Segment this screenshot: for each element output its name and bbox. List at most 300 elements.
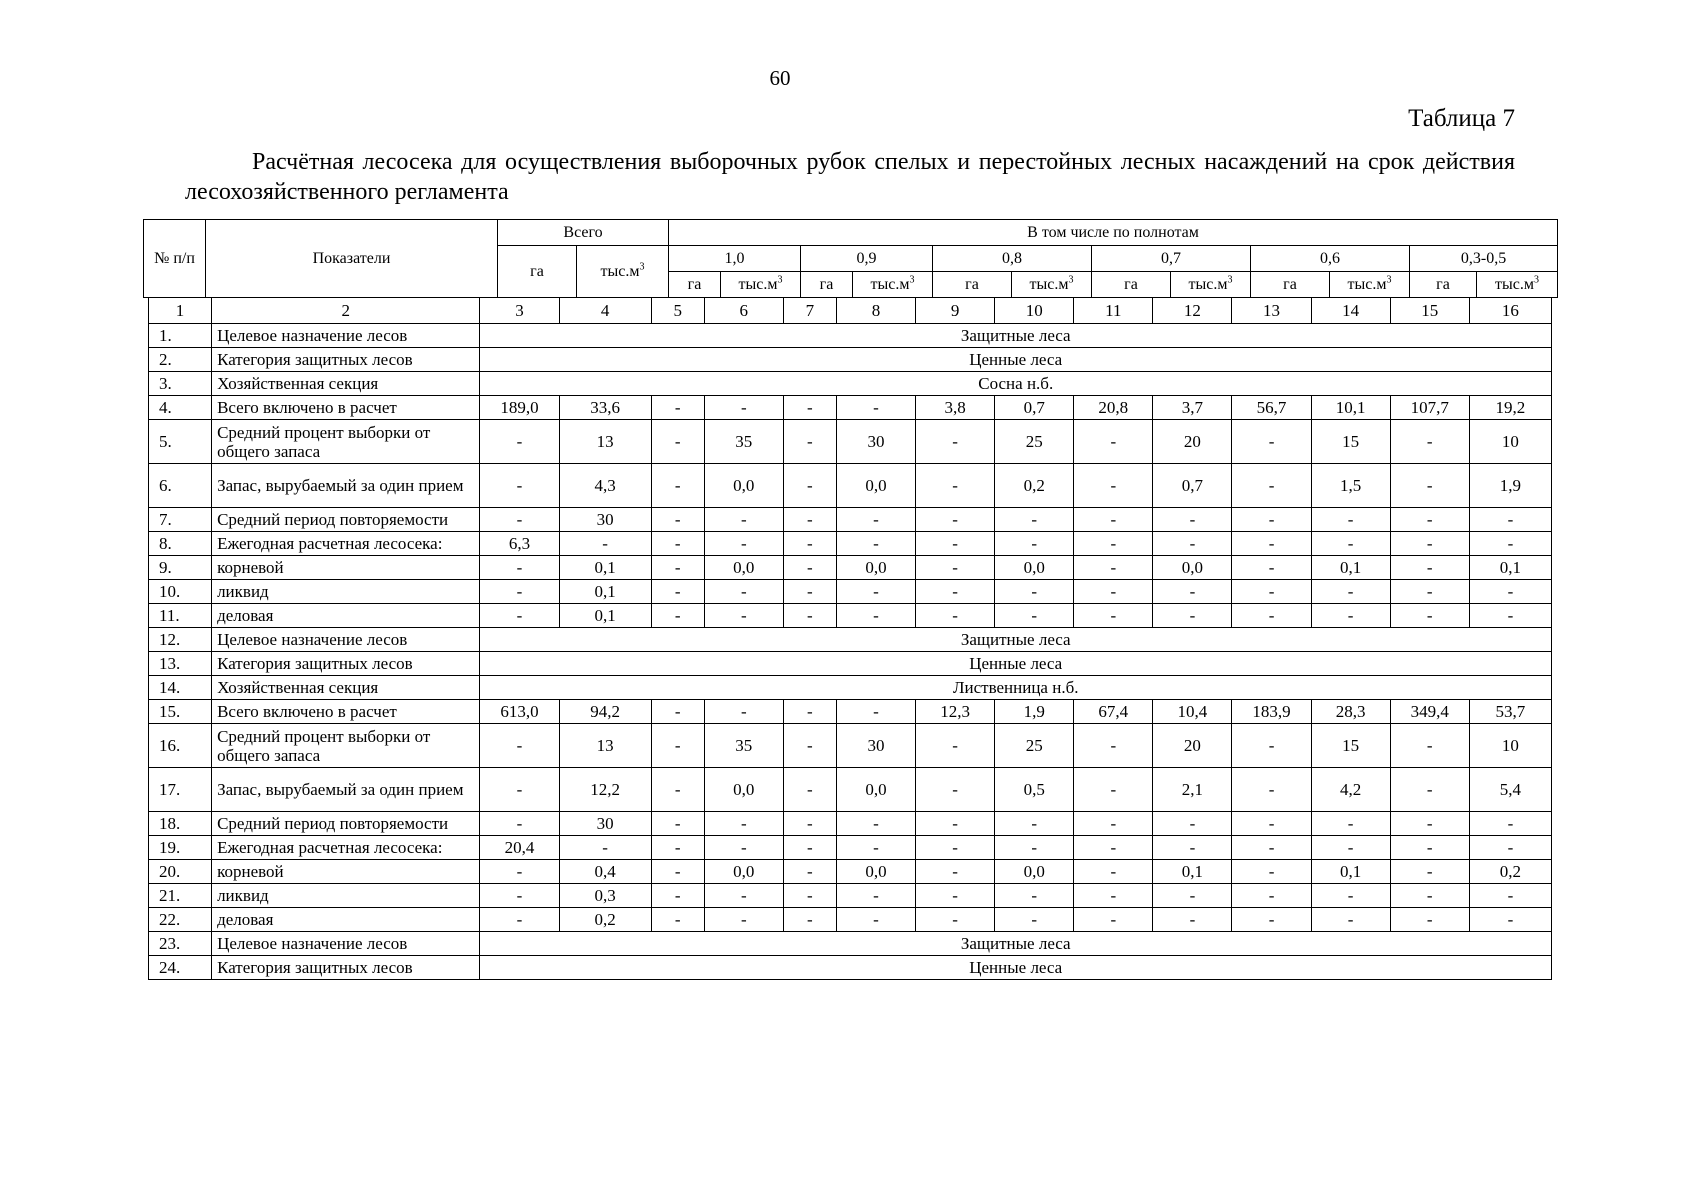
header-unit-ha: га	[1092, 272, 1171, 298]
row-cell: 30	[836, 724, 915, 768]
row-indicator: Средний период повторяемости	[212, 508, 480, 532]
header-density: 0,8	[933, 246, 1092, 272]
row-cell: -	[1390, 580, 1469, 604]
row-cell: -	[1232, 508, 1311, 532]
row-cell: -	[704, 580, 783, 604]
row-cell: 0,0	[704, 556, 783, 580]
row-span-value: Лиственница н.б.	[480, 676, 1552, 700]
header-unit-volume: $тыс.м^3$	[1012, 272, 1092, 298]
row-cell: 0,7	[995, 396, 1074, 420]
row-cell: -	[480, 580, 559, 604]
row-indicator: Средний период повторяемости	[212, 812, 480, 836]
row-cell: -	[916, 532, 995, 556]
header-unit-volume: $тыс.м^3$	[577, 246, 669, 298]
row-cell: 0,1	[1311, 860, 1390, 884]
header-indicators: Показатели	[206, 220, 498, 298]
row-cell: 10,1	[1311, 396, 1390, 420]
row-cell: 0,1	[1469, 556, 1551, 580]
row-cell: -	[783, 508, 836, 532]
row-cell: -	[1311, 884, 1390, 908]
row-cell: -	[1153, 908, 1232, 932]
row-cell: -	[1074, 532, 1153, 556]
row-cell: -	[1153, 836, 1232, 860]
table-row	[149, 396, 1552, 420]
row-cell: -	[1232, 768, 1311, 812]
header-total: Всего	[498, 220, 669, 246]
row-cell: 20,4	[480, 836, 559, 860]
row-cell: -	[783, 812, 836, 836]
row-cell: -	[995, 836, 1074, 860]
row-cell: -	[1311, 580, 1390, 604]
row-cell: -	[1469, 532, 1551, 556]
row-cell: -	[1390, 508, 1469, 532]
column-number: 1	[149, 298, 212, 324]
table-row	[149, 420, 1552, 464]
row-cell: -	[1074, 556, 1153, 580]
column-number-row	[149, 298, 1552, 324]
row-cell: 0,0	[704, 860, 783, 884]
data-table	[148, 297, 1552, 980]
row-cell: -	[1311, 908, 1390, 932]
row-cell: -	[995, 580, 1074, 604]
row-cell: -	[836, 604, 915, 628]
row-cell: 0,2	[1469, 860, 1551, 884]
row-cell: -	[1311, 812, 1390, 836]
row-cell: -	[1469, 508, 1551, 532]
column-number: 13	[1232, 298, 1311, 324]
row-cell: -	[783, 768, 836, 812]
row-cell: -	[995, 532, 1074, 556]
row-cell: 30	[559, 812, 651, 836]
row-indicator: Всего включено в расчет	[212, 396, 480, 420]
row-cell: 0,1	[559, 556, 651, 580]
row-cell: -	[1469, 580, 1551, 604]
row-cell: -	[1074, 812, 1153, 836]
row-cell: -	[651, 908, 704, 932]
row-cell: -	[651, 464, 704, 508]
table-row	[149, 464, 1552, 508]
row-cell: -	[480, 768, 559, 812]
row-span-value: Ценные леса	[480, 652, 1552, 676]
row-cell: -	[1074, 768, 1153, 812]
table-row	[149, 676, 1552, 700]
table-row	[149, 956, 1552, 980]
row-cell: -	[783, 532, 836, 556]
row-cell: -	[916, 580, 995, 604]
table-row	[149, 580, 1552, 604]
row-cell: -	[1469, 908, 1551, 932]
row-cell: -	[1390, 604, 1469, 628]
row-cell: -	[836, 580, 915, 604]
row-cell: -	[704, 508, 783, 532]
row-indicator: Целевое назначение лесов	[212, 932, 480, 956]
row-cell: 0,2	[995, 464, 1074, 508]
row-cell: 0,2	[559, 908, 651, 932]
row-cell: -	[704, 700, 783, 724]
row-cell: -	[1390, 884, 1469, 908]
row-cell: 0,4	[559, 860, 651, 884]
row-cell: -	[704, 532, 783, 556]
row-cell: -	[651, 768, 704, 812]
row-span-value: Сосна н.б.	[480, 372, 1552, 396]
row-cell: 25	[995, 420, 1074, 464]
header-unit-ha: га	[498, 246, 577, 298]
row-cell: 0,1	[559, 580, 651, 604]
row-cell: 10	[1469, 724, 1551, 768]
row-cell: 0,0	[836, 768, 915, 812]
row-cell: -	[783, 884, 836, 908]
row-indicator: деловая	[212, 604, 480, 628]
row-cell: -	[1153, 508, 1232, 532]
row-cell: -	[836, 836, 915, 860]
row-cell: -	[916, 812, 995, 836]
row-cell: -	[1232, 420, 1311, 464]
table-row	[149, 348, 1552, 372]
row-number: 14.	[149, 676, 212, 700]
table-row	[149, 532, 1552, 556]
row-number: 16.	[149, 724, 212, 768]
row-cell: -	[783, 420, 836, 464]
row-cell: 0,5	[995, 768, 1074, 812]
row-cell: -	[995, 812, 1074, 836]
row-cell: 0,0	[836, 860, 915, 884]
row-cell: -	[783, 860, 836, 884]
row-cell: -	[651, 556, 704, 580]
row-cell: -	[1153, 812, 1232, 836]
row-number: 8.	[149, 532, 212, 556]
row-cell: 10,4	[1153, 700, 1232, 724]
row-cell: -	[651, 860, 704, 884]
row-cell: 94,2	[559, 700, 651, 724]
row-indicator: корневой	[212, 860, 480, 884]
row-cell: -	[783, 700, 836, 724]
row-indicator: Хозяйственная секция	[212, 676, 480, 700]
row-cell: -	[704, 836, 783, 860]
row-cell: 1,5	[1311, 464, 1390, 508]
row-cell: -	[916, 860, 995, 884]
row-cell: 0,1	[1153, 860, 1232, 884]
row-cell: 30	[559, 508, 651, 532]
row-cell: -	[836, 812, 915, 836]
column-number: 15	[1390, 298, 1469, 324]
table-row	[149, 372, 1552, 396]
row-number: 15.	[149, 700, 212, 724]
row-cell: -	[651, 884, 704, 908]
header-unit-ha: га	[801, 272, 853, 298]
row-cell: 107,7	[1390, 396, 1469, 420]
row-cell: -	[480, 884, 559, 908]
row-cell: 3,8	[916, 396, 995, 420]
row-cell: 5,4	[1469, 768, 1551, 812]
row-cell: 0,7	[1153, 464, 1232, 508]
row-number: 11.	[149, 604, 212, 628]
table-row	[149, 508, 1552, 532]
row-cell: -	[651, 420, 704, 464]
row-cell: -	[651, 700, 704, 724]
row-cell: -	[704, 604, 783, 628]
row-cell: 12,2	[559, 768, 651, 812]
row-cell: -	[1232, 724, 1311, 768]
row-cell: 20	[1153, 420, 1232, 464]
row-cell: -	[1390, 420, 1469, 464]
row-cell: -	[995, 604, 1074, 628]
row-number: 19.	[149, 836, 212, 860]
row-cell: 20	[1153, 724, 1232, 768]
row-number: 5.	[149, 420, 212, 464]
row-cell: 67,4	[1074, 700, 1153, 724]
row-cell: 12,3	[916, 700, 995, 724]
row-cell: -	[916, 464, 995, 508]
row-cell: 35	[704, 420, 783, 464]
table-row	[149, 812, 1552, 836]
header-unit-ha: га	[669, 272, 721, 298]
row-cell: 0,0	[995, 860, 1074, 884]
header-density: 1,0	[669, 246, 801, 272]
row-number: 20.	[149, 860, 212, 884]
row-cell: -	[480, 556, 559, 580]
column-number: 8	[836, 298, 915, 324]
row-indicator: Категория защитных лесов	[212, 652, 480, 676]
row-cell: 189,0	[480, 396, 559, 420]
row-indicator: Категория защитных лесов	[212, 348, 480, 372]
row-cell: -	[916, 420, 995, 464]
row-cell: -	[916, 508, 995, 532]
row-cell: -	[651, 812, 704, 836]
row-cell: 0,0	[1153, 556, 1232, 580]
row-cell: -	[1074, 908, 1153, 932]
column-number: 2	[212, 298, 480, 324]
row-cell: 33,6	[559, 396, 651, 420]
row-cell: -	[783, 396, 836, 420]
row-cell: 28,3	[1311, 700, 1390, 724]
table-caption: Расчётная лесосека для осуществления выборочных рубок спелых и перестойных лесных насаждений на срок действия лесохозяйственного регламента	[185, 149, 1515, 205]
row-cell: 56,7	[1232, 396, 1311, 420]
row-cell: 13	[559, 724, 651, 768]
row-cell: 30	[836, 420, 915, 464]
page-number: 60	[769, 66, 791, 90]
header-unit-ha: га	[1410, 272, 1477, 298]
row-cell: -	[480, 860, 559, 884]
row-number: 23.	[149, 932, 212, 956]
row-cell: -	[783, 604, 836, 628]
row-number: 1.	[149, 324, 212, 348]
row-cell: -	[1153, 580, 1232, 604]
row-cell: -	[1311, 604, 1390, 628]
row-span-value: Защитные леса	[480, 324, 1552, 348]
row-cell: -	[995, 508, 1074, 532]
header-including: В том числе по полнотам	[669, 220, 1558, 246]
header-num: № п/п	[144, 220, 206, 298]
row-cell: 4,3	[559, 464, 651, 508]
table-row	[149, 324, 1552, 348]
table-row	[149, 700, 1552, 724]
row-cell: -	[1390, 724, 1469, 768]
column-number: 7	[783, 298, 836, 324]
row-cell: -	[1390, 812, 1469, 836]
row-cell: -	[1232, 836, 1311, 860]
row-cell: 20,8	[1074, 396, 1153, 420]
row-cell: -	[995, 884, 1074, 908]
row-span-value: Ценные леса	[480, 956, 1552, 980]
row-indicator: деловая	[212, 908, 480, 932]
row-cell: -	[1390, 532, 1469, 556]
row-cell: 13	[559, 420, 651, 464]
row-cell: 0,0	[704, 768, 783, 812]
header-density: 0,9	[801, 246, 933, 272]
row-cell: 183,9	[1232, 700, 1311, 724]
row-cell: -	[480, 464, 559, 508]
row-indicator: корневой	[212, 556, 480, 580]
column-number: 6	[704, 298, 783, 324]
row-cell: -	[783, 464, 836, 508]
row-indicator: Ежегодная расчетная лесосека:	[212, 532, 480, 556]
row-number: 12.	[149, 628, 212, 652]
row-indicator: Запас, вырубаемый за один прием	[212, 768, 480, 812]
table-row	[149, 884, 1552, 908]
table-row	[149, 652, 1552, 676]
row-cell: -	[1311, 508, 1390, 532]
row-cell: -	[651, 604, 704, 628]
row-cell: -	[1074, 884, 1153, 908]
column-number: 14	[1311, 298, 1390, 324]
row-number: 22.	[149, 908, 212, 932]
row-cell: -	[1390, 556, 1469, 580]
row-cell: 53,7	[1469, 700, 1551, 724]
table-row	[149, 768, 1552, 812]
row-cell: -	[916, 908, 995, 932]
row-cell: 2,1	[1153, 768, 1232, 812]
table-row	[149, 724, 1552, 768]
column-number: 12	[1153, 298, 1232, 324]
row-cell: -	[1153, 884, 1232, 908]
table-row	[149, 932, 1552, 956]
row-cell: 15	[1311, 724, 1390, 768]
row-cell: -	[1232, 532, 1311, 556]
row-cell: -	[836, 908, 915, 932]
row-cell: -	[1311, 532, 1390, 556]
row-cell: -	[783, 908, 836, 932]
row-cell: -	[480, 724, 559, 768]
column-number: 11	[1074, 298, 1153, 324]
row-cell: -	[480, 908, 559, 932]
row-cell: -	[1232, 580, 1311, 604]
row-cell: -	[1232, 604, 1311, 628]
row-cell: -	[916, 768, 995, 812]
row-number: 18.	[149, 812, 212, 836]
row-cell: -	[704, 884, 783, 908]
table-row	[149, 556, 1552, 580]
row-cell: -	[559, 836, 651, 860]
row-cell: -	[1074, 724, 1153, 768]
row-cell: 15	[1311, 420, 1390, 464]
column-number: 4	[559, 298, 651, 324]
row-cell: -	[836, 884, 915, 908]
row-cell: -	[651, 508, 704, 532]
row-number: 2.	[149, 348, 212, 372]
table-row	[149, 836, 1552, 860]
row-cell: 10	[1469, 420, 1551, 464]
row-number: 13.	[149, 652, 212, 676]
row-number: 4.	[149, 396, 212, 420]
row-cell: -	[480, 812, 559, 836]
row-cell: -	[651, 724, 704, 768]
row-cell: -	[1311, 836, 1390, 860]
row-cell: 1,9	[995, 700, 1074, 724]
row-cell: -	[1390, 908, 1469, 932]
row-cell: -	[1469, 884, 1551, 908]
row-cell: -	[480, 508, 559, 532]
row-cell: -	[651, 396, 704, 420]
row-cell: -	[916, 556, 995, 580]
table-row	[149, 604, 1552, 628]
row-cell: -	[916, 836, 995, 860]
row-cell: -	[836, 396, 915, 420]
row-number: 10.	[149, 580, 212, 604]
row-cell: -	[836, 700, 915, 724]
row-cell: -	[651, 836, 704, 860]
row-cell: -	[1232, 884, 1311, 908]
row-cell: -	[559, 532, 651, 556]
row-indicator: Хозяйственная секция	[212, 372, 480, 396]
row-cell: -	[916, 724, 995, 768]
row-cell: 0,0	[995, 556, 1074, 580]
row-indicator: Целевое назначение лесов	[212, 324, 480, 348]
row-cell: -	[1074, 604, 1153, 628]
table-row	[149, 628, 1552, 652]
table-label: Таблица 7	[1408, 105, 1515, 132]
row-cell: -	[480, 420, 559, 464]
row-cell: -	[1469, 812, 1551, 836]
row-number: 21.	[149, 884, 212, 908]
row-number: 7.	[149, 508, 212, 532]
row-cell: -	[995, 908, 1074, 932]
row-indicator: Средний процент выборки от общего запаса	[212, 420, 480, 464]
row-cell: 349,4	[1390, 700, 1469, 724]
row-cell: -	[1469, 836, 1551, 860]
table-row	[149, 908, 1552, 932]
row-indicator: Всего включено в расчет	[212, 700, 480, 724]
row-cell: 4,2	[1311, 768, 1390, 812]
row-cell: -	[1469, 604, 1551, 628]
header-unit-volume: $тыс.м^3$	[1171, 272, 1251, 298]
row-cell: -	[1232, 464, 1311, 508]
header-unit-ha: га	[1251, 272, 1330, 298]
row-cell: -	[1390, 768, 1469, 812]
row-cell: 1,9	[1469, 464, 1551, 508]
row-cell: -	[1074, 508, 1153, 532]
column-number: 3	[480, 298, 559, 324]
row-span-value: Защитные леса	[480, 932, 1552, 956]
row-cell: -	[1074, 420, 1153, 464]
table-header	[143, 219, 1558, 298]
row-cell: 0,1	[1311, 556, 1390, 580]
row-number: 3.	[149, 372, 212, 396]
row-cell: -	[836, 508, 915, 532]
row-cell: -	[704, 908, 783, 932]
row-indicator: ликвид	[212, 884, 480, 908]
row-indicator: Ежегодная расчетная лесосека:	[212, 836, 480, 860]
row-cell: -	[1232, 812, 1311, 836]
row-cell: 0,0	[704, 464, 783, 508]
row-cell: -	[480, 604, 559, 628]
row-cell: -	[1074, 860, 1153, 884]
row-cell: -	[1390, 464, 1469, 508]
row-cell: 0,0	[836, 464, 915, 508]
row-cell: -	[651, 532, 704, 556]
row-cell: -	[651, 580, 704, 604]
row-cell: -	[1390, 860, 1469, 884]
row-indicator: ликвид	[212, 580, 480, 604]
